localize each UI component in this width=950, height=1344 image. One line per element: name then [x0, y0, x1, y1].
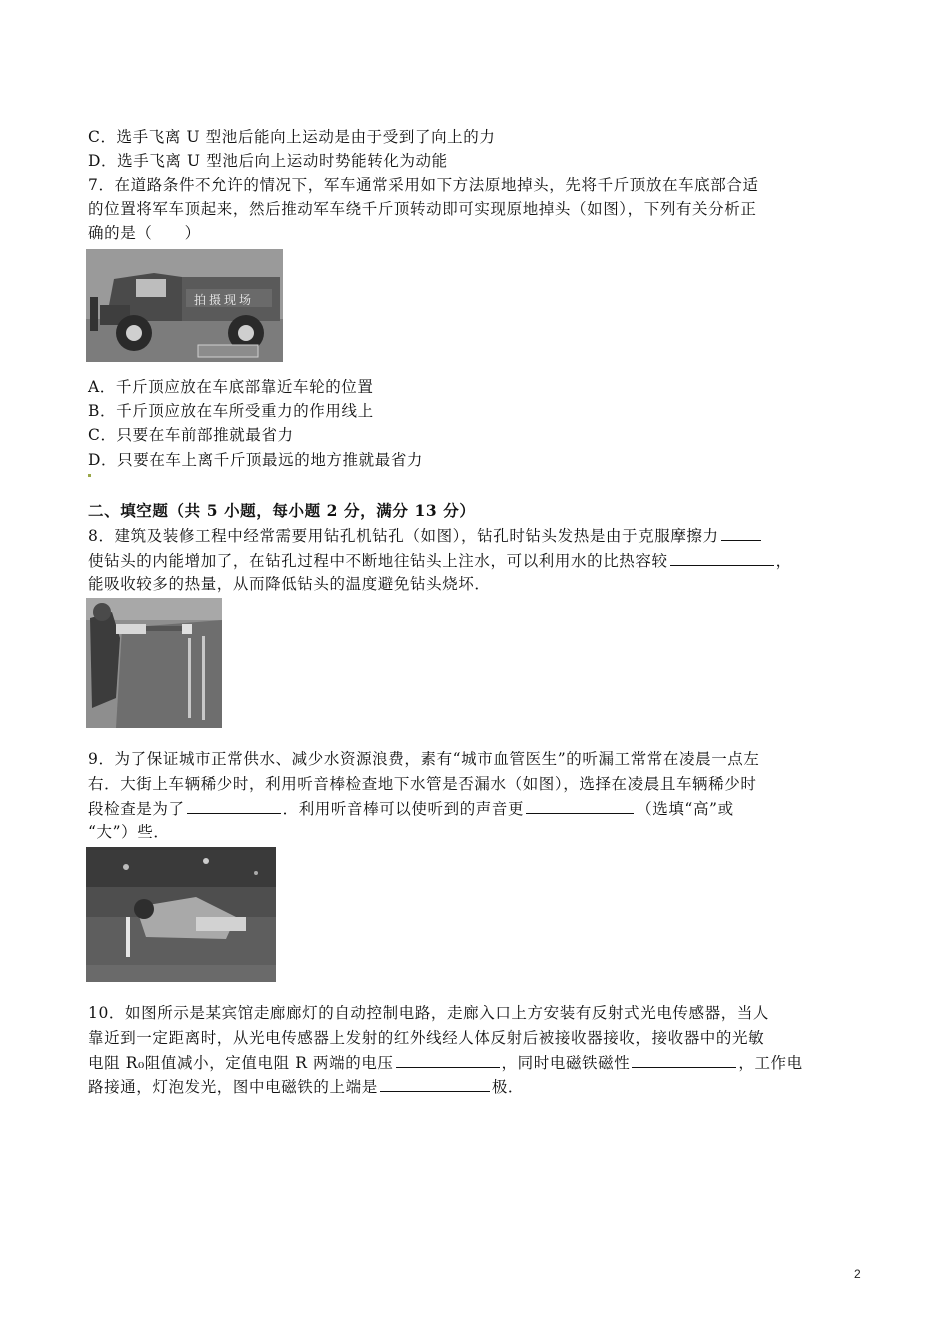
q8-drill-photo [86, 598, 222, 728]
q7-stem-line3: 确的是（ ） [88, 224, 201, 242]
truck-side-text: 拍摄现场 [194, 293, 255, 307]
q10-text-4: 路接通，灯泡发光，图中电磁铁的上端是 [88, 1078, 378, 1096]
q10-stem-line1: 10．如图所示是某宾馆走廊廊灯的自动控制电路，走廊入口上方安装有反射式光电传感器，当人 [88, 1004, 770, 1022]
q10-text-2: ，同时电磁铁磁性 [501, 1054, 631, 1072]
q9-stem-line1: 9．为了保证城市正常供水、减少水资源浪费，素有“城市血管医生”的听漏工常常在凌晨一点左 [88, 750, 760, 768]
q8-text-1: 8．建筑及装修工程中经常需要用钻孔机钻孔（如图），钻孔时钻头发热是由于克服摩擦力 [88, 527, 719, 545]
q7-truck-photo [86, 249, 283, 362]
q7-option-b: B．千斤顶应放在车所受重力的作用线上 [88, 402, 374, 420]
q10-stem-line4 [88, 1075, 524, 1098]
q10-stem-line2: 靠近到一定距离时，从光电传感器上发射的红外线经人体反射后被接收器接收，接收器中的光敏 [88, 1029, 765, 1047]
q7-option-c: C．只要在车前部推就最省力 [88, 426, 294, 444]
q10-text-5: 极． [491, 1078, 525, 1096]
q10-blank-1[interactable] [396, 1051, 500, 1068]
q8-text-3: ， [775, 552, 792, 570]
q9-stem-line3 [88, 797, 734, 820]
decorative-dot [88, 474, 91, 477]
q6-option-d: D．选手飞离 U 型池后向上运动时势能转化为动能 [88, 152, 448, 170]
q9-stem-line2: 右．大街上车辆稀少时，利用听音棒检查地下水管是否漏水（如图），选择在凌晨且车辆稀少时 [88, 775, 757, 793]
section-heading: 二、填空题（共 5 小题，每小题 2 分，满分 13 分） [88, 501, 476, 520]
q8-stem-line1 [88, 524, 763, 547]
q9-text-2: ．利用听音棒可以使听到的声音更 [282, 800, 525, 818]
q8-blank-2[interactable] [670, 549, 774, 566]
page-number: 2 [854, 1267, 861, 1281]
q7-option-a: A．千斤顶应放在车底部靠近车轮的位置 [88, 378, 374, 396]
q9-text-3: （选填“高”或 [636, 800, 734, 818]
q7-option-d: D．只要在车上离千斤顶最远的地方推就最省力 [88, 451, 424, 469]
q9-text-1: 段检查是为了 [88, 800, 185, 818]
q10-text-1: 电阻 R₀阻值减小，定值电阻 R 两端的电压 [88, 1054, 394, 1072]
q8-text-2: 使钻头的内能增加了，在钻孔过程中不断地往钻头上注水，可以利用水的比热容较 [88, 552, 668, 570]
q8-blank-1[interactable] [721, 524, 761, 541]
q9-stem-line4: “大”）些． [88, 823, 170, 841]
q10-text-3: ，工作电 [738, 1054, 803, 1072]
q7-stem-line1: 7．在道路条件不允许的情况下，军车通常采用如下方法原地掉头，先将千斤顶放在车底部合适 [88, 176, 759, 194]
q6-option-c: C．选手飞离 U 型池后能向上运动是由于受到了向上的力 [88, 128, 496, 146]
q9-blank-1[interactable] [187, 797, 281, 814]
q9-blank-2[interactable] [526, 797, 634, 814]
q10-stem-line3 [88, 1051, 803, 1074]
q10-blank-3[interactable] [380, 1075, 490, 1092]
q9-listening-rod-photo [86, 847, 276, 982]
q8-stem-line3: 能吸收较多的热量，从而降低钻头的温度避免钻头烧坏． [88, 575, 491, 593]
q8-stem-line2 [88, 549, 792, 572]
q10-blank-2[interactable] [632, 1051, 736, 1068]
q7-stem-line2: 的位置将军车顶起来，然后推动军车绕千斤顶转动即可实现原地掉头（如图），下列有关分析正 [88, 200, 757, 218]
